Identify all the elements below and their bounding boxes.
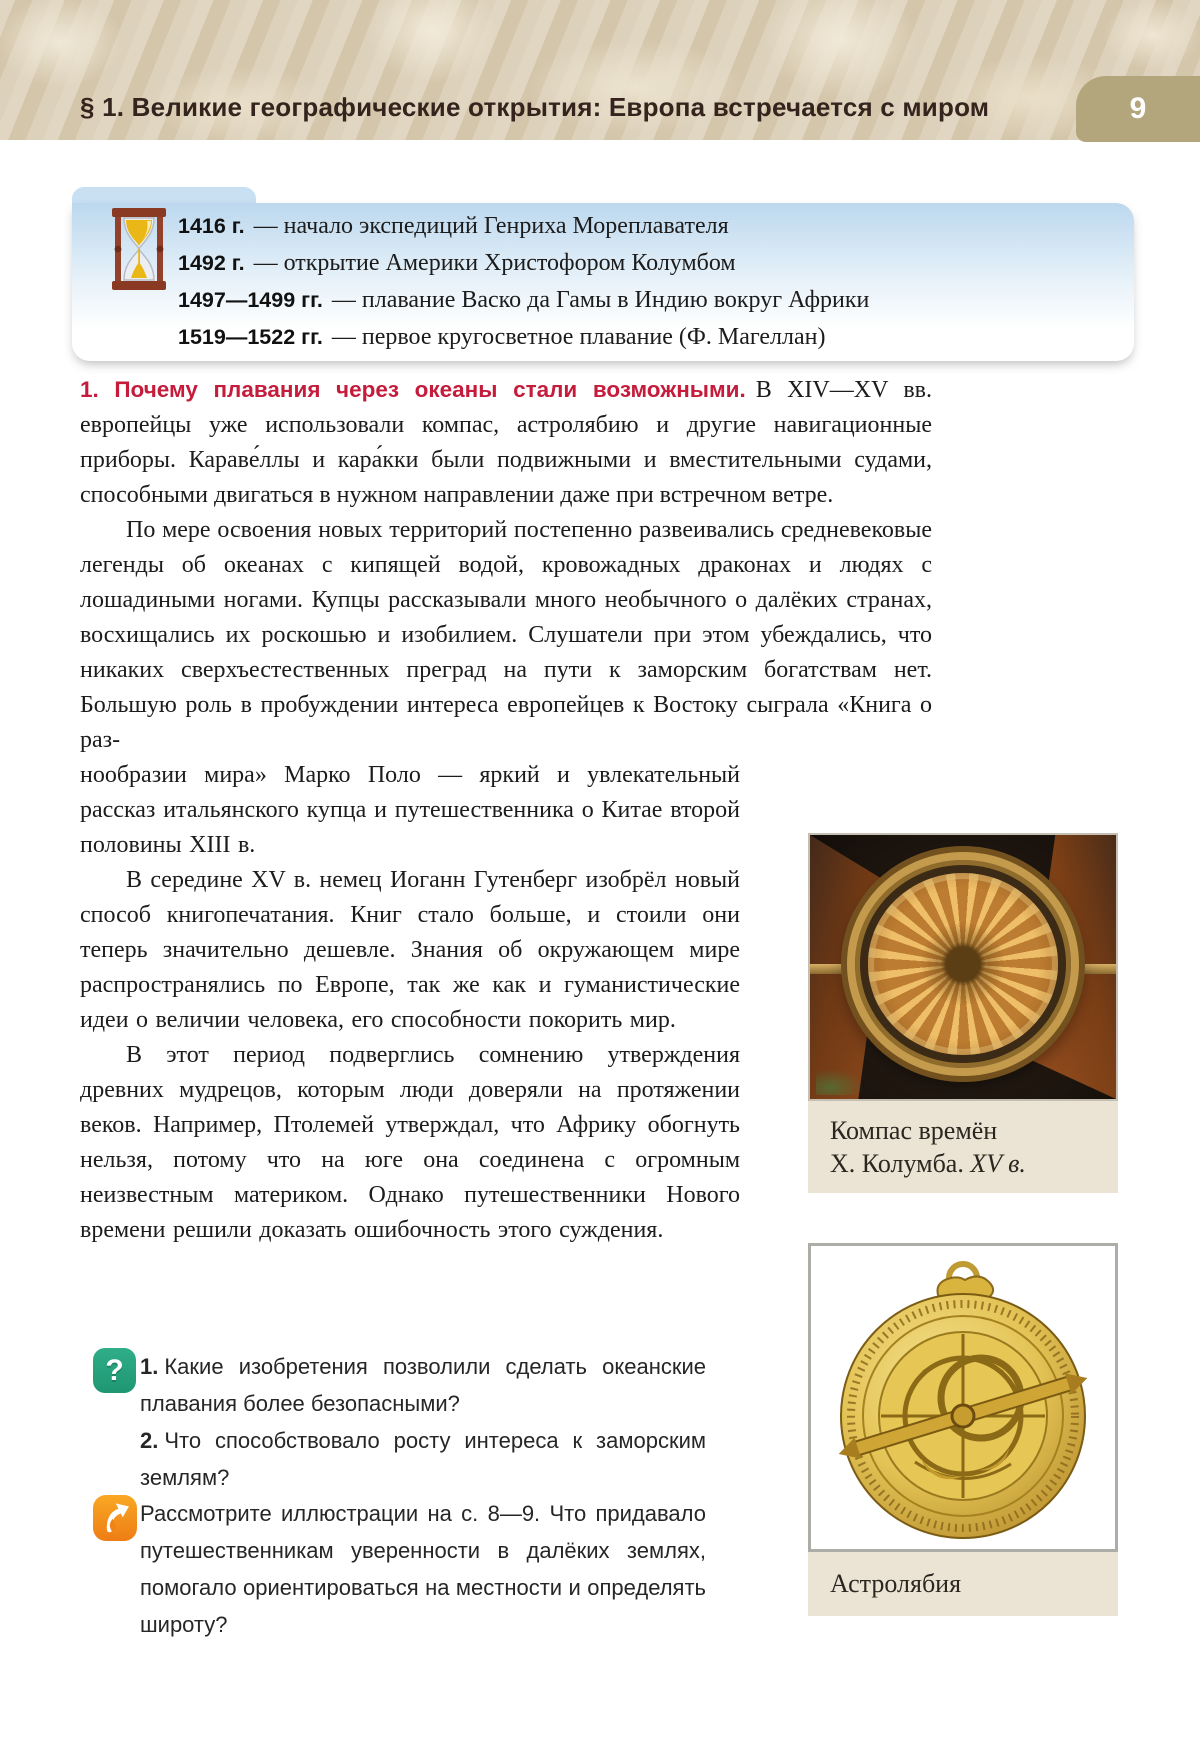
paragraph: В середине XV в. немец Иоганн Гутенберг изобрёл новый способ книгопечатания. Книг стало больше, и стоили они теперь значительно дешевле. Знания об окружающем мире распространялись по Европе, так же как и гуманистические идеи о величии человека, его способности покорить мир. [80,867,740,1033]
question-text: Какие изобретения позволили сделать океанские плавания более безопасными? [140,1354,706,1416]
caption-line: Х. Колумба. [830,1149,971,1178]
compass-caption [808,1101,1118,1193]
astrolabe-illustration [821,1252,1105,1544]
chronology-event: — первое кругосветное плавание (Ф. Магеллан) [331,324,826,350]
questions-text [140,1348,706,1496]
chronology-item [178,250,1118,287]
caption-line: Компас времён [830,1116,998,1145]
question-mark-icon [93,1348,136,1393]
compass-ring [847,852,1079,1076]
question-mark-glyph: ? [105,1353,124,1387]
question-number: 2. [140,1428,159,1453]
astrolabe-caption [808,1552,1118,1616]
figure-astrolabe [808,1243,1118,1616]
curved-arrow-glyph [98,1500,132,1536]
paragraph [80,372,932,513]
question-item [140,1348,706,1422]
chronology-item [178,287,1118,324]
page-number: 9 [1129,92,1147,125]
curved-arrow-icon [93,1495,137,1541]
chronology-event: — плавание Васко да Гамы в Индию вокруг Африки [331,287,870,313]
question-number: 1. [140,1354,159,1379]
chronology-date: 1492 г. [178,251,245,275]
chronology-list [178,213,1118,361]
question-text: Что способствовало росту интереса к заморским землям? [140,1428,706,1490]
paragraph: По мере освоения новых территорий постепенно развеивались средневековые легенды об океанах с кипящей водой, кровожадных драконах и людях с лошадиными ногами. Купцы рассказывали много необычного о далёких странах, восхищались их роскошью и изобилием. Слушатели при этом убеждались, что никаких сверхъестественных преград на пути к заморским богатствам нет. Большую роль в пробуждении интереса европейцев к Востоку сыграла «Книга о раз- [80,517,932,753]
chronology-date: 1497—1499 гг. [178,288,323,312]
compass-photo-glint [816,1069,864,1095]
hourglass-icon [110,207,168,291]
chronology-event: — открытие Америки Христофором Колумбом [253,250,736,276]
paragraph: В этот период подверглись сомнению утверждения древних мудрецов, которым люди доверяли на протяжении веков. Например, Птолемей утверждал, что Африку обогнуть нельзя, потому что на юге она соединена с огромным неизвестным материком. Однако путешественники Нового времени решили доказать ошибочность этого суждения. [80,1042,740,1243]
chronology-item [178,213,1118,250]
chronology-date: 1416 г. [178,214,245,238]
questions-block [93,1348,708,1496]
compass-image [808,833,1118,1101]
task-item: Рассмотрите иллюстрации на с. 8—9. Что придавало путешественникам уверенности в далёких землях, помогало ориентироваться на местности и определять широту? [140,1501,706,1637]
subsection-heading: 1. Почему плавания через океаны стали возможными. [80,377,746,402]
task-block [93,1495,708,1643]
task-text [140,1495,706,1643]
chronology-item [178,324,1118,361]
figure-compass [808,833,1118,1193]
chronology-event: — начало экспедиций Генриха Мореплавателя [253,213,729,239]
page-number-tab [1076,76,1200,142]
chronology-date: 1519—1522 гг. [178,325,323,349]
astrolabe-image [808,1243,1118,1552]
questions-icon-column [93,1348,140,1496]
paragraph-text: В XIV—XV вв. европейцы уже использовали компас, астролябию и другие навигационные приборы. Караве́ллы и кара́кки были подвижными и вместительными судами, способными двигаться в нужном направлении даже при встречном ветре. [80,377,932,508]
section-title: § 1. Великие географические открытия: Европа встречается с миром [80,92,990,122]
article-text [80,372,932,1248]
caption-date-italic: XV в. [970,1149,1026,1178]
question-item [140,1422,706,1496]
compass-rose [868,873,1058,1055]
paragraph: нообразии мира» Марко Поло — яркий и увлекательный рассказ итальянского купца и путешественника о Китае второй половины XIII в. [80,762,740,858]
caption-line: Астролябия [830,1569,962,1598]
task-icon-column [93,1495,140,1643]
